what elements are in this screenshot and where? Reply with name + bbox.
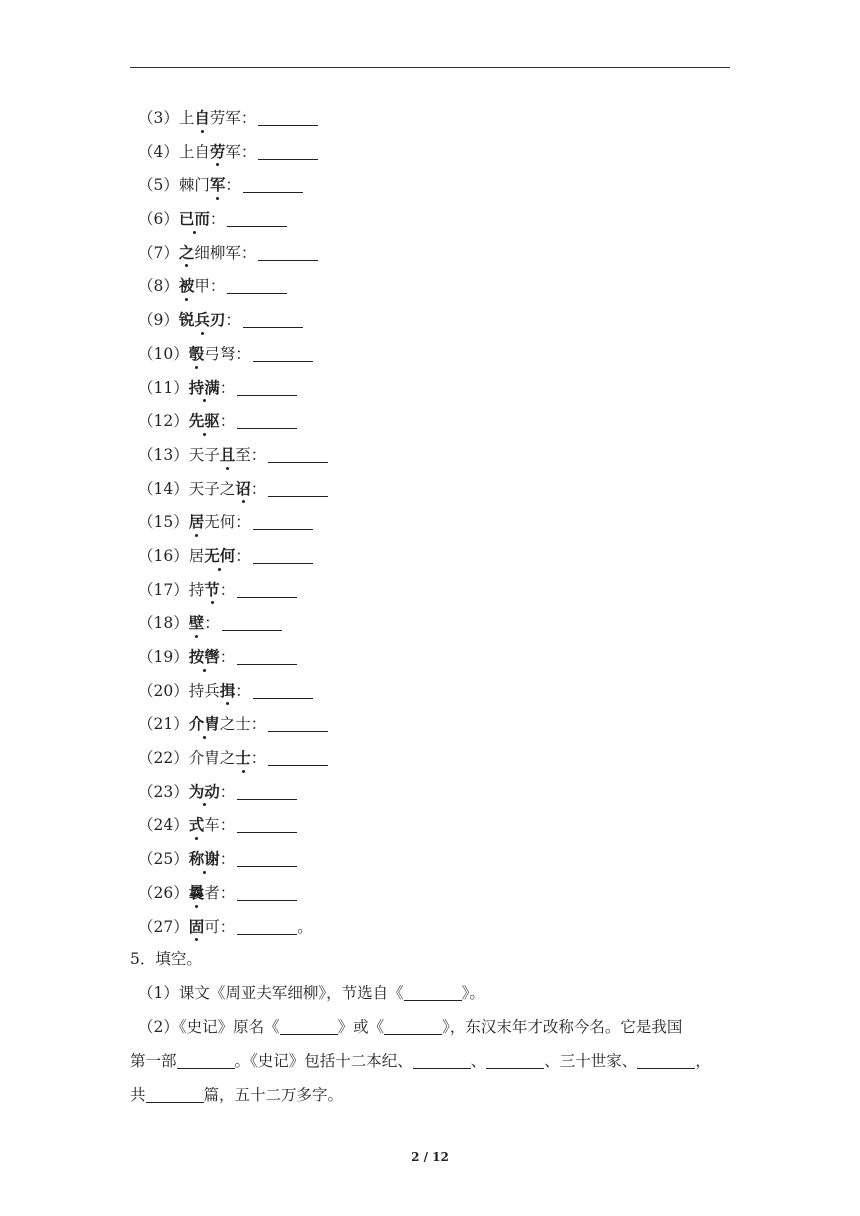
- list-item: [138, 775, 738, 809]
- answer-blank[interactable]: [253, 682, 313, 699]
- item-colon: ：: [250, 715, 267, 734]
- answer-blank[interactable]: [253, 345, 313, 362]
- item-text: 可: [204, 917, 220, 936]
- answer-blank[interactable]: [222, 614, 282, 631]
- item-colon: ：: [219, 782, 236, 801]
- item-text: 劳军: [209, 109, 241, 127]
- item-colon: ：: [219, 648, 236, 666]
- answer-blank[interactable]: [486, 1052, 544, 1069]
- emphasized-word: 固: [189, 910, 205, 944]
- q5-p2-text-c: 》，东汉末年才改称今名。它是我国: [442, 1018, 683, 1036]
- answer-blank[interactable]: [227, 277, 287, 294]
- item-colon: ：: [235, 344, 251, 363]
- answer-blank[interactable]: [258, 244, 318, 261]
- list-item: [138, 808, 738, 842]
- q5-p2-text-f: 、: [470, 1052, 487, 1070]
- item-number: （22）: [138, 749, 189, 768]
- item-number: （26）: [138, 883, 189, 902]
- item-number: （21）: [138, 715, 189, 734]
- answer-blank[interactable]: [243, 311, 303, 328]
- item-number: （11）: [138, 378, 189, 397]
- list-item: [138, 438, 738, 472]
- q5-heading: 5．填空。: [130, 950, 202, 968]
- list-item: [138, 539, 738, 573]
- answer-blank[interactable]: [237, 850, 297, 867]
- answer-blank[interactable]: [258, 143, 318, 160]
- item-number: （23）: [138, 782, 189, 801]
- emphasized-word: 之: [179, 236, 195, 270]
- item-number: （20）: [138, 681, 189, 700]
- list-item: [138, 707, 738, 741]
- item-number: （14）: [138, 479, 189, 498]
- item-colon: ：: [219, 580, 236, 599]
- question-5: [130, 942, 730, 1112]
- q5-p2-text-j: 篇，五十二万多字。: [203, 1086, 344, 1104]
- emphasized-word: 节: [204, 573, 220, 607]
- emphasized-word: 已而: [179, 202, 210, 236]
- list-item: [138, 640, 738, 674]
- list-item: [138, 674, 738, 708]
- q5-p2-text-h: ，: [695, 1052, 711, 1070]
- item-text: 弓弩: [204, 344, 236, 363]
- item-number: （6）: [138, 210, 179, 229]
- item-text: 天子: [188, 445, 220, 464]
- answer-blank[interactable]: [268, 715, 328, 732]
- list-item: [138, 202, 738, 236]
- item-text: 上: [178, 109, 195, 127]
- list-item: [138, 741, 738, 775]
- item-text: 棘门: [178, 176, 210, 195]
- item-number: （7）: [138, 243, 179, 262]
- answer-blank[interactable]: [413, 1052, 471, 1069]
- item-tail: 。: [297, 917, 313, 936]
- q5-p2-text-b: 》或《: [337, 1018, 385, 1036]
- emphasized-word: 曩: [189, 876, 205, 910]
- list-item: [138, 168, 738, 202]
- emphasized-word: 居: [189, 505, 205, 539]
- item-text: 至: [235, 445, 251, 464]
- emphasized-word: 先驱: [189, 404, 220, 438]
- answer-blank[interactable]: [237, 884, 297, 901]
- answer-blank[interactable]: [268, 480, 328, 497]
- item-number: （3）: [138, 109, 179, 127]
- item-colon: ：: [240, 243, 257, 262]
- item-text: 介胄之: [188, 749, 236, 768]
- item-text: 细柳军: [194, 243, 241, 262]
- item-colon: ：: [209, 277, 226, 296]
- item-number: （19）: [138, 648, 189, 666]
- q5-p1-text-b: 》。: [461, 984, 485, 1002]
- item-number: （27）: [138, 917, 189, 936]
- item-number: （9）: [138, 311, 179, 330]
- answer-blank[interactable]: [384, 1018, 442, 1035]
- q5-part-2-line-2: [130, 1044, 730, 1078]
- item-colon: ：: [219, 412, 236, 431]
- q5-p2-text-d: 第一部: [130, 1052, 177, 1070]
- list-item: [138, 404, 738, 438]
- answer-blank[interactable]: [243, 176, 303, 193]
- item-colon: ：: [225, 311, 241, 330]
- item-number: （4）: [138, 142, 179, 161]
- answer-blank[interactable]: [146, 1086, 204, 1103]
- emphasized-word: 军: [210, 168, 226, 202]
- answer-blank[interactable]: [237, 648, 297, 665]
- item-text: 居: [188, 546, 205, 565]
- item-colon: ：: [225, 176, 241, 195]
- emphasized-word: 为动: [189, 775, 220, 809]
- list-item: [138, 606, 738, 640]
- item-number: （10）: [138, 344, 189, 363]
- answer-blank[interactable]: [237, 581, 297, 598]
- item-colon: ：: [250, 445, 267, 464]
- emphasized-word: 揖: [220, 674, 236, 708]
- answer-blank[interactable]: [253, 513, 313, 530]
- q5-part-1: [130, 976, 730, 1010]
- emphasized-word: 彀: [189, 337, 205, 371]
- item-colon: ：: [204, 614, 220, 633]
- item-number: （15）: [138, 513, 189, 532]
- answer-blank[interactable]: [637, 1052, 695, 1069]
- q5-p2-text-a: （2）《史记》原名《: [138, 1018, 280, 1036]
- item-text: 上自: [178, 142, 210, 161]
- emphasized-word: 诏: [235, 472, 251, 506]
- item-number: （18）: [138, 614, 189, 633]
- item-colon: ：: [209, 210, 226, 229]
- emphasized-word: 锐兵刃: [179, 303, 226, 337]
- answer-blank[interactable]: [237, 816, 297, 833]
- emphasized-word: 介胄: [189, 707, 220, 741]
- q5-p2-text-e: 。《史记》包括十二本纪、: [234, 1052, 413, 1070]
- q5-p2-text-g: 、三十世家、: [544, 1052, 638, 1070]
- item-colon: ：: [219, 378, 236, 397]
- item-colon: ：: [240, 142, 257, 161]
- item-colon: ：: [219, 917, 236, 936]
- item-text: 者: [204, 883, 220, 902]
- item-text: 持: [188, 580, 205, 599]
- item-number: （25）: [138, 850, 189, 869]
- item-text: 甲: [194, 277, 210, 296]
- item-number: （17）: [138, 580, 189, 599]
- answer-blank[interactable]: [404, 984, 462, 1001]
- answer-blank[interactable]: [268, 446, 328, 463]
- list-item: [138, 842, 738, 876]
- list-item: [138, 135, 738, 169]
- item-colon: ：: [235, 546, 251, 565]
- list-item: [138, 236, 738, 270]
- item-number: （5）: [138, 176, 179, 195]
- list-item: [138, 337, 738, 371]
- q5-part-2-line-3: [130, 1078, 730, 1112]
- item-colon: ：: [235, 681, 251, 700]
- item-colon: ：: [250, 479, 267, 498]
- list-item: [138, 573, 738, 607]
- emphasized-word: 劳: [210, 135, 226, 169]
- list-item: [138, 269, 738, 303]
- vocabulary-list: [138, 101, 738, 943]
- item-text: 天子之: [188, 479, 236, 498]
- list-item: [138, 876, 738, 910]
- item-text: 无何: [204, 513, 236, 532]
- item-text: 持兵: [188, 681, 220, 700]
- q5-part-2-line-1: [130, 1010, 730, 1044]
- item-number: （13）: [138, 445, 189, 464]
- emphasized-word: 壁: [189, 606, 205, 640]
- page-number: 2 / 12: [411, 1150, 449, 1164]
- item-colon: ：: [219, 816, 236, 835]
- item-number: （16）: [138, 546, 189, 565]
- list-item: [138, 303, 738, 337]
- item-number: （24）: [138, 816, 189, 835]
- answer-blank[interactable]: [258, 109, 318, 126]
- item-text: 军: [225, 142, 241, 161]
- list-item: [138, 101, 738, 135]
- emphasized-word: 无何: [204, 539, 235, 573]
- list-item: [138, 505, 738, 539]
- item-colon: ：: [219, 883, 236, 902]
- item-colon: ：: [240, 109, 257, 127]
- answer-blank[interactable]: [227, 210, 287, 227]
- emphasized-word: 且: [220, 438, 236, 472]
- header-rule: [130, 67, 730, 68]
- item-number: （12）: [138, 412, 189, 431]
- q5-p1-text-a: （1）课文《周亚夫军细柳》，节选自《: [138, 984, 404, 1002]
- emphasized-word: 持满: [189, 371, 220, 405]
- answer-blank[interactable]: [237, 412, 297, 429]
- emphasized-word: 称谢: [189, 842, 220, 876]
- emphasized-word: 按辔: [189, 640, 220, 674]
- emphasized-word: 被: [179, 269, 195, 303]
- item-colon: ：: [250, 749, 267, 768]
- item-colon: ：: [235, 513, 251, 532]
- item-number: （8）: [138, 277, 179, 296]
- item-text: 车: [204, 816, 220, 835]
- emphasized-word: 自: [194, 101, 210, 135]
- item-colon: ：: [219, 850, 236, 869]
- answer-blank[interactable]: [237, 783, 297, 800]
- list-item: [138, 910, 738, 944]
- answer-blank[interactable]: [177, 1052, 235, 1069]
- q5-p2-text-i: 共: [130, 1086, 146, 1104]
- list-item: [138, 371, 738, 405]
- emphasized-word: 式: [189, 808, 205, 842]
- answer-blank[interactable]: [237, 918, 297, 935]
- item-text: 之士: [219, 715, 251, 734]
- list-item: [138, 472, 738, 506]
- answer-blank[interactable]: [280, 1018, 338, 1035]
- answer-blank[interactable]: [237, 379, 297, 396]
- emphasized-word: 士: [235, 741, 251, 775]
- answer-blank[interactable]: [268, 749, 328, 766]
- answer-blank[interactable]: [253, 547, 313, 564]
